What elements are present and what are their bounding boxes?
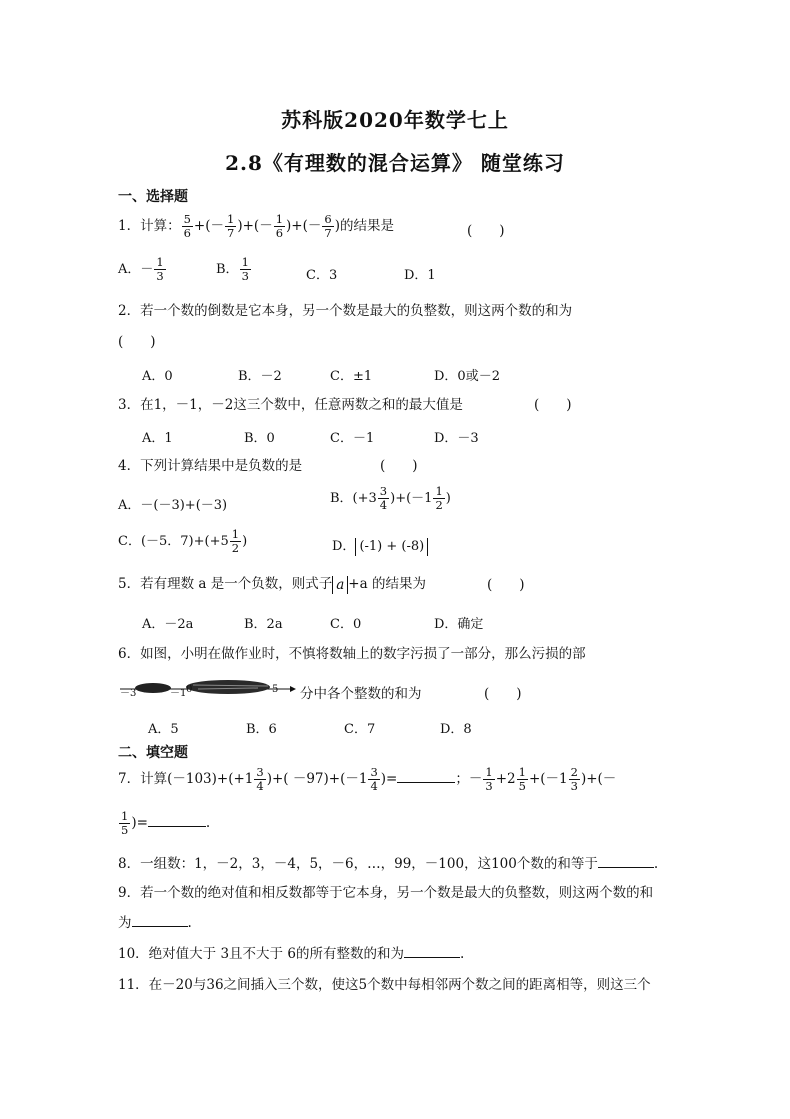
q7-text: )+( －97)+(－1	[266, 771, 368, 787]
answer-paren: ( )	[487, 577, 525, 593]
question-7-cont	[118, 810, 210, 837]
fraction: $\frac{6}{7}$	[324, 212, 332, 240]
q1-text: +(－	[193, 218, 225, 234]
question-1	[118, 213, 394, 240]
q5-option-d: D．确定	[434, 617, 484, 632]
fraction: $\frac{3}{4}$	[256, 765, 264, 793]
option-label: A．－	[118, 262, 154, 277]
q7-text: .	[205, 815, 211, 831]
q1-option-c: C．3	[306, 268, 338, 283]
question-11: 11．在－20与36之间插入三个数，使这5个数中每相邻两个数之间的距离相等，则这三个	[118, 977, 651, 993]
q9-text: 为	[118, 915, 132, 931]
q6-option-c: C．7	[344, 722, 376, 737]
answer-paren: ( )	[380, 458, 418, 474]
section-heading-choice: 一、选择题	[118, 189, 188, 205]
q5-option-b: B．2a	[244, 617, 283, 632]
question-3: 3．在1，－1，－2这三个数中，任意两数之和的最大值是	[118, 397, 463, 413]
question-8	[118, 855, 658, 873]
q7-text: +2	[495, 771, 516, 787]
q6-option-a: A．5	[148, 722, 179, 737]
question-6: 6．如图，小明在做作业时，不慎将数轴上的数字污损了一部分，那么污损的部	[118, 646, 586, 662]
absolute-value-expression: (-1) + (-8)	[355, 538, 428, 556]
fraction: $\frac{1}{7}$	[227, 212, 235, 240]
answer-blank[interactable]	[598, 855, 654, 868]
q7-text: )=	[131, 815, 148, 831]
q10-text: 10．绝对值大于 3且不大于 6的所有整数的和为	[118, 946, 404, 962]
answer-blank[interactable]	[148, 814, 206, 827]
fraction: $\frac{1}{5}$	[518, 765, 526, 793]
q6-option-b: B．6	[246, 722, 277, 737]
q5-text: +a 的结果为	[348, 576, 426, 592]
q2-option-b: B．－2	[238, 369, 282, 384]
q7-text: +(－1	[528, 771, 568, 787]
answer-paren: ( )	[484, 686, 522, 702]
question-2: 2．若一个数的倒数是它本身，另一个数是最大的负整数，则这两个数的和为	[118, 303, 573, 319]
question-6-cont: 分中各个整数的和为	[300, 686, 422, 702]
q9-end: .	[187, 915, 192, 931]
q1-text: )+(－	[237, 218, 273, 234]
fraction: $\frac{1}{5}$	[121, 809, 129, 837]
q8-end: .	[653, 856, 659, 872]
option-label: B．	[216, 262, 239, 277]
q1-option-a	[118, 256, 167, 283]
q7-text: )=	[380, 771, 398, 787]
question-10	[118, 945, 464, 963]
q7-text: 7．计算(－103)+(+1	[118, 771, 254, 787]
option-label: D．	[332, 539, 356, 554]
document-subtitle: 2.8《有理数的混合运算》 随堂练习	[225, 151, 565, 175]
q3-option-d: D．－3	[434, 431, 479, 446]
q3-option-a: A．1	[142, 431, 173, 446]
smudge-left	[135, 683, 171, 693]
number-line-figure	[118, 676, 298, 700]
q2-option-c: C．±1	[330, 369, 373, 384]
answer-paren: ( )	[467, 223, 505, 239]
option-text: )	[445, 491, 451, 506]
fraction: $\frac{3}{4}$	[370, 765, 378, 793]
axis-label-zero: 0	[186, 684, 193, 695]
axis-label-5: 5	[272, 684, 279, 695]
answer-paren: ( )	[534, 397, 572, 413]
q6-option-d: D．8	[440, 722, 472, 737]
fraction: $\frac{1}{3}$	[241, 255, 249, 283]
question-9-cont	[118, 914, 192, 932]
answer-paren: ( )	[118, 334, 156, 350]
q2-option-d: D．0或－2	[434, 369, 500, 384]
question-5	[118, 575, 426, 594]
answer-blank[interactable]	[397, 770, 455, 783]
q5-option-a: A．－2a	[142, 617, 194, 632]
answer-blank[interactable]	[132, 914, 188, 927]
fraction: $\frac{3}{4}$	[379, 484, 388, 512]
q4-option-a: A．－(－3)+(－3)	[118, 498, 228, 513]
q3-option-b: B．0	[244, 431, 275, 446]
option-label: B．(+3	[330, 491, 377, 506]
question-9: 9．若一个数的绝对值和相反数都等于它本身，另一个数是最大的负整数，则这两个数的和	[118, 885, 654, 901]
q1-text: )+(－	[286, 218, 322, 234]
q2-option-a: A．0	[142, 369, 173, 384]
q7-text: )+(－	[580, 771, 617, 787]
fraction: $\frac{2}{3}$	[570, 765, 578, 793]
q1-text: )的结果是	[334, 218, 394, 234]
option-label: C．(－5．7)+(+5	[118, 534, 229, 549]
q10-end: .	[459, 946, 465, 962]
q4-option-b	[330, 485, 451, 512]
q8-text: 8．一组数：1，－2，3，－4，5，－6，…，99，－100，这100个数的和等于	[118, 856, 598, 872]
fraction: $\frac{1}{3}$	[485, 765, 493, 793]
q4-option-c	[118, 528, 247, 555]
absolute-value-a: a	[332, 576, 348, 594]
fraction: $\frac{1}{2}$	[435, 484, 443, 512]
section-heading-fill: 二、填空题	[118, 745, 188, 761]
option-text: )+(－1	[390, 491, 433, 506]
document-title: 苏科版2020年数学七上	[281, 108, 509, 132]
q7-text: ；－	[455, 771, 483, 787]
option-text: )	[242, 534, 248, 549]
q4-option-d	[332, 535, 428, 556]
q1-option-d: D．1	[404, 268, 436, 283]
number-line-svg	[118, 676, 298, 700]
fraction: $\frac{1}{6}$	[275, 212, 284, 240]
axis-label-minus3: －3	[120, 688, 137, 699]
answer-blank[interactable]	[404, 945, 460, 958]
fraction: $\frac{1}{2}$	[231, 527, 240, 555]
q1-option-b	[216, 256, 252, 283]
question-7	[118, 766, 616, 793]
q5-option-c: C．0	[330, 617, 362, 632]
fraction: $\frac{1}{3}$	[156, 255, 164, 283]
q1-prefix: 1．计算：	[118, 218, 181, 234]
q3-option-c: C．－1	[330, 431, 375, 446]
fraction: $\frac{5}{6}$	[183, 212, 191, 240]
axis-label-minus1: －1	[170, 688, 187, 699]
q5-text: 5．若有理数 a 是一个负数，则式子	[118, 576, 333, 592]
smudge-right	[186, 680, 270, 694]
question-4: 4．下列计算结果中是负数的是	[118, 458, 303, 474]
